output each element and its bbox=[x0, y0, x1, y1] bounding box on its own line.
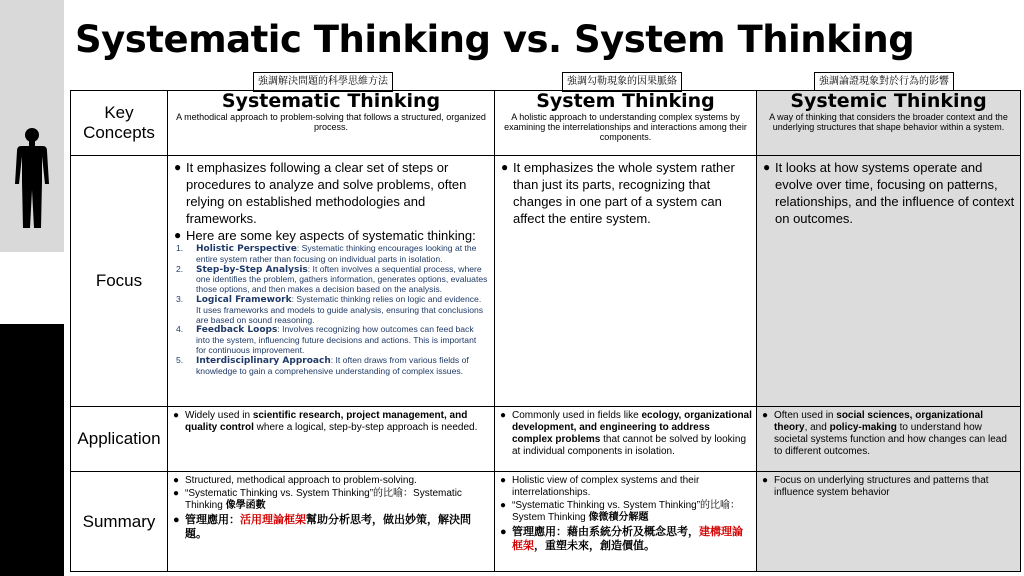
focus-systematic bbox=[168, 156, 495, 407]
list-item: ● 管理應用：藉由系統分析及概念思考，建構理論框架，重塑未來，創造價值。 bbox=[500, 526, 743, 552]
list-item: ● Often used in social sciences, organizational theory, and policy-making to understand how societal systems function and how changes can lead to different outcomes. bbox=[762, 410, 1007, 457]
application-systemic bbox=[757, 407, 1021, 472]
column-desc: A holistic approach to understanding complex systems by examining the interrelationships and interactions among their components. bbox=[504, 112, 747, 142]
sidebar-top-panel bbox=[0, 0, 64, 252]
focus-system bbox=[495, 156, 757, 407]
list-item: ● Here are some key aspects of systematic thinking: bbox=[174, 228, 476, 243]
aspect-item: 3. Logical Framework: Systematic thinking relies on logic and evidence. It uses frameworks and models to guide analysis, ensuring that conclusions are based on sound reasoning. bbox=[176, 293, 484, 325]
tag-systematic: 強調解決問題的科學思維方法 bbox=[253, 72, 393, 92]
aspect-item: 1. Holistic Perspective: Systematic thinking encourages looking at the entire system rather than focusing on individual parts in isolation. bbox=[176, 243, 477, 264]
row-label-key-concepts: Key Concepts bbox=[71, 91, 168, 156]
sidebar bbox=[0, 0, 64, 576]
aspect-item: 5. Interdisciplinary Approach: It often draws from various fields of knowledge to gain a comprehensive understanding of complex issues. bbox=[176, 354, 469, 376]
list-item: ● “Systematic Thinking vs. System Thinking”的比喻：Systematic Thinking 像學函數 bbox=[173, 488, 462, 511]
sidebar-middle-panel bbox=[0, 252, 64, 324]
tag-system: 強調勾勒現象的因果脈絡 bbox=[562, 72, 682, 92]
row-label-focus: Focus bbox=[71, 156, 168, 407]
column-desc: A methodical approach to problem-solving that follows a structured, organized process. bbox=[176, 112, 486, 132]
list-item: ● It emphasizes following a clear set of steps or procedures to analyze and solve problems, often relying on established methodologies and frameworks. bbox=[174, 160, 467, 226]
summary-systematic bbox=[168, 472, 495, 572]
list-item: ● Structured, methodical approach to problem-solving. bbox=[173, 475, 417, 486]
column-name: Systemic Thinking bbox=[790, 90, 987, 112]
focus-systemic bbox=[757, 156, 1021, 407]
header-systematic bbox=[168, 91, 495, 156]
key-concepts-row bbox=[71, 91, 1021, 156]
list-item: ● It looks at how systems operate and evolve over time, focusing on patterns, relationships, and the influence of context on outcomes. bbox=[763, 160, 1015, 226]
column-name: Systematic Thinking bbox=[221, 90, 441, 112]
human-silhouette-icon bbox=[11, 126, 53, 232]
aspect-item: 2. Step-by-Step Analysis: It often involves a sequential process, where one identifies the problem, gathers information, generates options, evaluates those options, and then makes a decision based on the analysis. bbox=[176, 263, 488, 295]
list-item: ● Focus on underlying structures and patterns that influence system behavior bbox=[762, 475, 989, 498]
row-label-application: Application bbox=[71, 407, 168, 472]
summary-systemic bbox=[757, 472, 1021, 572]
list-item: ● “Systematic Thinking vs. System Thinking”的比喻：System Thinking 像微積分解題 bbox=[500, 500, 741, 523]
row-label-summary: Summary bbox=[71, 472, 168, 572]
column-desc: A way of thinking that considers the broader context and the underlying structures that shape behavior within a system. bbox=[769, 112, 1008, 132]
application-row bbox=[71, 407, 1021, 472]
list-item: ● Widely used in scientific research, project management, and quality control where a logical, step-by-step approach is needed. bbox=[173, 410, 478, 433]
list-item: ● Holistic view of complex systems and their interrelationships. bbox=[500, 475, 700, 498]
header-system bbox=[495, 91, 757, 156]
comparison-table bbox=[70, 90, 1021, 572]
summary-system bbox=[495, 472, 757, 572]
aspects-list bbox=[168, 244, 494, 378]
header-systemic bbox=[757, 91, 1021, 156]
sidebar-bottom-panel bbox=[0, 324, 64, 576]
list-item: ● 管理應用：活用理論框架幫助分析思考，做出妙策，解決問題。 bbox=[173, 514, 471, 540]
application-systematic bbox=[168, 407, 495, 472]
list-item: ● It emphasizes the whole system rather than just its parts, recognizing that changes in one part of a system can affect the entire system. bbox=[501, 160, 735, 226]
list-item: ● Commonly used in fields like ecology, organizational development, and engineering to address complex problems that cannot be solved by looking at individual components in isolation. bbox=[500, 410, 752, 457]
summary-row bbox=[71, 472, 1021, 572]
focus-row bbox=[71, 156, 1021, 407]
application-system bbox=[495, 407, 757, 472]
tag-systemic: 強調論證現象對於行為的影響 bbox=[814, 72, 954, 92]
aspect-item: 4. Feedback Loops: Involves recognizing how outcomes can feed back into the system, influencing future decisions and actions. This is important for continuous improvement. bbox=[176, 324, 477, 355]
column-name: System Thinking bbox=[536, 90, 715, 112]
page-title: Systematic Thinking vs. System Thinking bbox=[75, 18, 915, 61]
